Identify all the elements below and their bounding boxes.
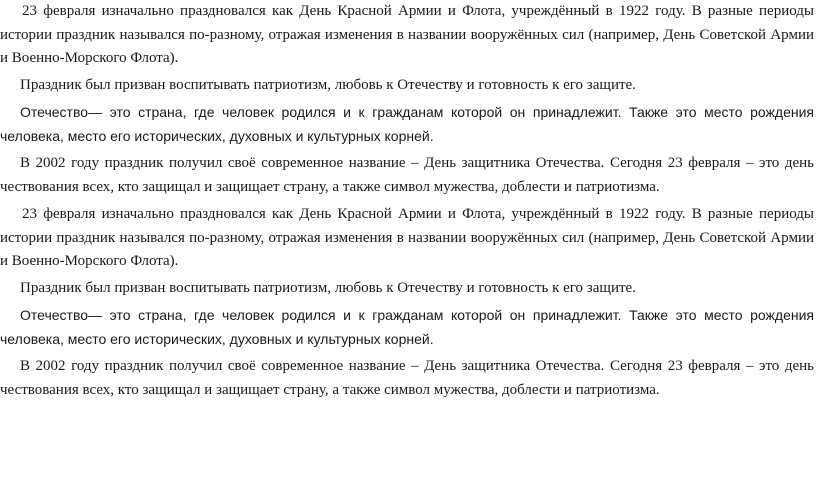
paragraph-history: 23 февраля изначально праздновался как День Красной Армии и Флота, учреждённый в 1922 году. В разные периоды истории праздник назывался по-разному, отражая изменения в названии вооружённых сил (например, День Советской Армии и Военно-Морского Флота). xyxy=(0,3,814,66)
paragraph-fatherland-definition-repeat: Отечество— это страна, где человек родился и к гражданам которой он принадлежит. Также это место рождения человека, место его исторических, духовных и культурных корней. xyxy=(0,307,814,347)
paragraph-purpose-repeat: Праздник был призван воспитывать патриотизм, любовь к Отечеству и готовность к его защите. xyxy=(20,279,636,296)
paragraph-modern-name-repeat: В 2002 году праздник получил своё современное название – День защитника Отечества. Сегодня 23 февраля – это день чествования всех, кто защищал и защищает страну, а также символ мужества, доблести и патриотизма. xyxy=(0,358,814,398)
paragraph-fatherland-definition: Отечество— это страна, где человек родился и к гражданам которой он принадлежит. Также это место рождения человека, место его исторических, духовных и культурных корней. xyxy=(0,104,814,144)
paragraph-history-repeat: 23 февраля изначально праздновался как День Красной Армии и Флота, учреждённый в 1922 году. В разные периоды истории праздник назывался по-разному, отражая изменения в названии вооружённых сил (например, День Советской Армии и Военно-Морского Флота). xyxy=(0,206,814,269)
paragraph-purpose: Праздник был призван воспитывать патриотизм, любовь к Отечеству и готовность к его защите. xyxy=(20,76,636,93)
paragraph-modern-name: В 2002 году праздник получил своё современное название – День защитника Отечества. Сегодня 23 февраля – это день чествования всех, кто защищал и защищает страну, а также символ мужества, доблести и патриотизма. xyxy=(0,155,814,195)
